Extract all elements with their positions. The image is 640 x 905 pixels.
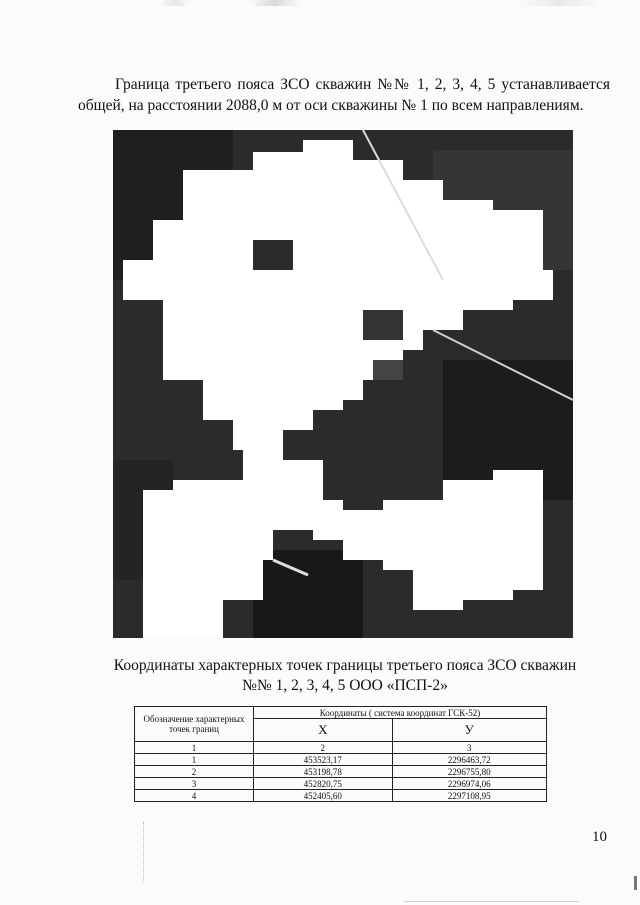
table-row bbox=[135, 778, 547, 790]
x-coordinate: 452820,75 bbox=[254, 778, 393, 790]
col-label-header: Обозначение характерных точек границ bbox=[135, 707, 254, 742]
table-row bbox=[135, 790, 547, 802]
scan-edge-mark bbox=[634, 876, 637, 890]
coordinates-table bbox=[134, 706, 547, 802]
scan-artifact-top bbox=[0, 0, 640, 6]
satellite-map-image bbox=[113, 130, 573, 638]
point-id: 1 bbox=[135, 754, 254, 766]
y-coordinate: 2296974,06 bbox=[392, 778, 546, 790]
x-coordinate: 453198,78 bbox=[254, 766, 393, 778]
table-header-row bbox=[135, 707, 547, 719]
table-row bbox=[135, 754, 547, 766]
point-id: 2 bbox=[135, 766, 254, 778]
y-coordinate: 2296463,72 bbox=[392, 754, 546, 766]
column-number-row bbox=[135, 742, 547, 754]
column-number: 1 bbox=[135, 742, 254, 754]
column-number: 2 bbox=[254, 742, 393, 754]
x-header: X bbox=[254, 719, 393, 742]
x-coordinate: 452405,60 bbox=[254, 790, 393, 802]
x-coordinate: 453523,17 bbox=[254, 754, 393, 766]
table-row bbox=[135, 766, 547, 778]
point-id: 4 bbox=[135, 790, 254, 802]
coord-system-header: Координаты ( система координат ГСК-52) bbox=[254, 707, 547, 719]
table-caption bbox=[80, 656, 610, 696]
zone-boundary-paragraph: Граница третьего пояса ЗСО скважин №№ 1, 2, 3, 4, 5 устанавливается общей, на расстоянии 2088,0 м от оси скважины № 1 по всем направлениям. bbox=[78, 75, 610, 114]
scan-margin-marks bbox=[143, 822, 146, 882]
y-coordinate: 2297108,95 bbox=[392, 790, 546, 802]
caption-line-2: №№ 1, 2, 3, 4, 5 ООО «ПСП-2» bbox=[242, 677, 448, 694]
scan-bottom-line bbox=[404, 901, 579, 902]
y-coordinate: 2296755,80 bbox=[392, 766, 546, 778]
y-header: У bbox=[392, 719, 546, 742]
page-number: 10 bbox=[592, 829, 607, 845]
column-number: 3 bbox=[392, 742, 546, 754]
caption-line-1: Координаты характерных точек границы третьего пояса ЗСО скважин bbox=[113, 657, 577, 674]
point-id: 3 bbox=[135, 778, 254, 790]
